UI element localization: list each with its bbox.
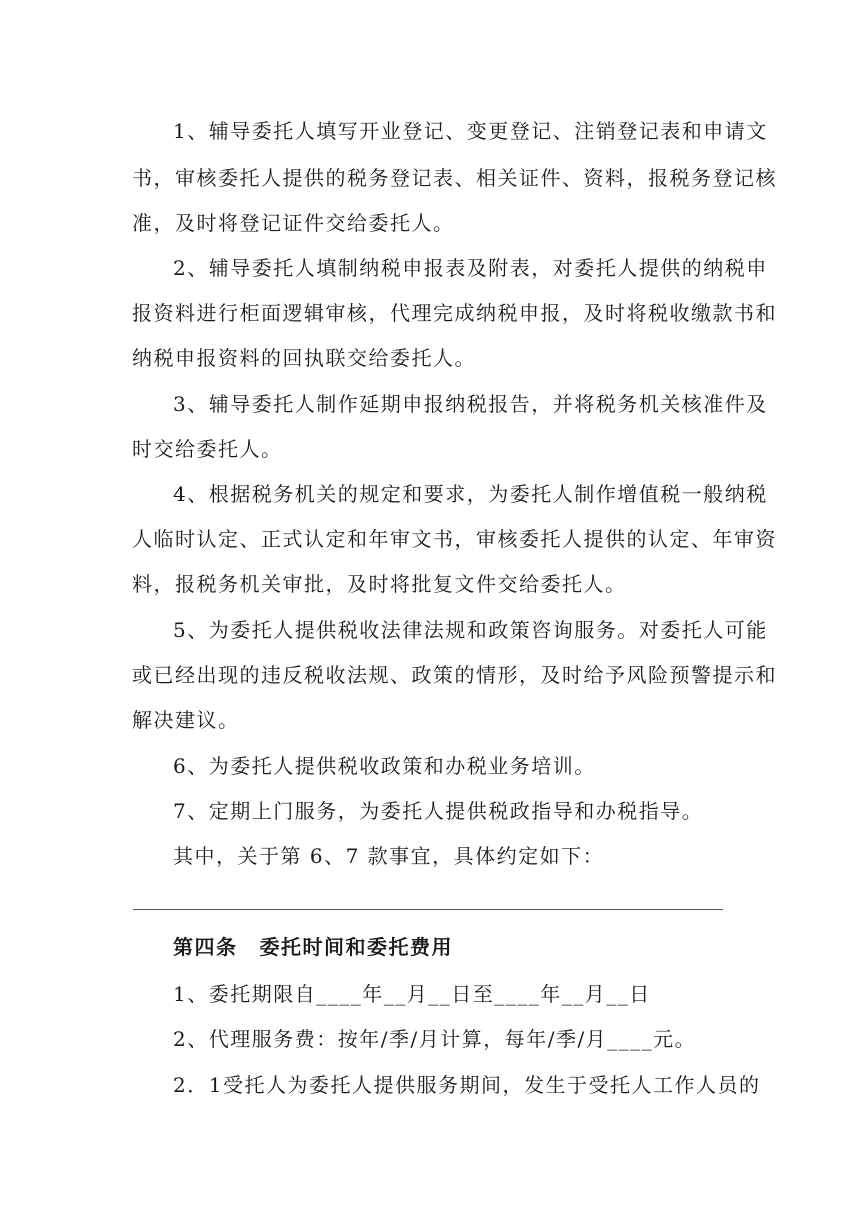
section-number: 第四条 bbox=[173, 935, 238, 959]
item-1-line-1: 1、辅导委托人填写开业登记、变更登记、注销登记表和申请文 bbox=[173, 119, 768, 143]
horizontal-rule bbox=[133, 909, 723, 910]
item-3-line-1: 3、辅导委托人制作延期申报纳税报告，并将税务机关核准件及 bbox=[173, 392, 768, 416]
item-4-line-1: 4、根据税务机关的规定和要求，为委托人制作增值税一般纳税 bbox=[173, 482, 768, 506]
note-line: 其中，关于第 6、7 款事宜，具体约定如下： bbox=[173, 844, 605, 868]
section-item-1: 1、委托期限自____年__月__日至____年__月__日 bbox=[173, 982, 651, 1006]
item-5-line-3: 解决建议。 bbox=[132, 708, 240, 732]
item-2-line-2: 报资料进行柜面逻辑审核，代理完成纳税申报，及时将税收缴款书和 bbox=[132, 301, 777, 325]
item-3-line-2: 时交给委托人。 bbox=[132, 437, 283, 461]
item-1-line-2: 书，审核委托人提供的税务登记表、相关证件、资料，报税务登记核 bbox=[132, 166, 777, 190]
section-title: 委托时间和委托费用 bbox=[259, 935, 453, 959]
item-7-line-1: 7、定期上门服务，为委托人提供税政指导和办税指导。 bbox=[173, 799, 704, 823]
item-4-line-3: 料，报税务机关审批，及时将批复文件交给委托人。 bbox=[132, 572, 627, 596]
item-2-line-3: 纳税申报资料的回执联交给委托人。 bbox=[132, 346, 476, 370]
item-2-line-1: 2、辅导委托人填制纳税申报表及附表，对委托人提供的纳税申 bbox=[173, 256, 768, 280]
section-item-2: 2、代理服务费：按年/季/月计算，每年/季/月____元。 bbox=[173, 1027, 697, 1051]
item-6-line-1: 6、为委托人提供税收政策和办税业务培训。 bbox=[173, 754, 596, 778]
section-item-2-1: 2．1受托人为委托人提供服务期间，发生于受托人工作人员的 bbox=[173, 1073, 761, 1097]
section-heading bbox=[173, 933, 453, 961]
item-1-line-3: 准，及时将登记证件交给委托人。 bbox=[132, 211, 455, 235]
item-4-line-2: 人临时认定、正式认定和年审文书，审核委托人提供的认定、年审资 bbox=[132, 527, 777, 551]
item-5-line-2: 或已经出现的违反税收法规、政策的情形，及时给予风险预警提示和 bbox=[132, 663, 777, 687]
item-5-line-1: 5、为委托人提供税收法律法规和政策咨询服务。对委托人可能 bbox=[173, 618, 768, 642]
